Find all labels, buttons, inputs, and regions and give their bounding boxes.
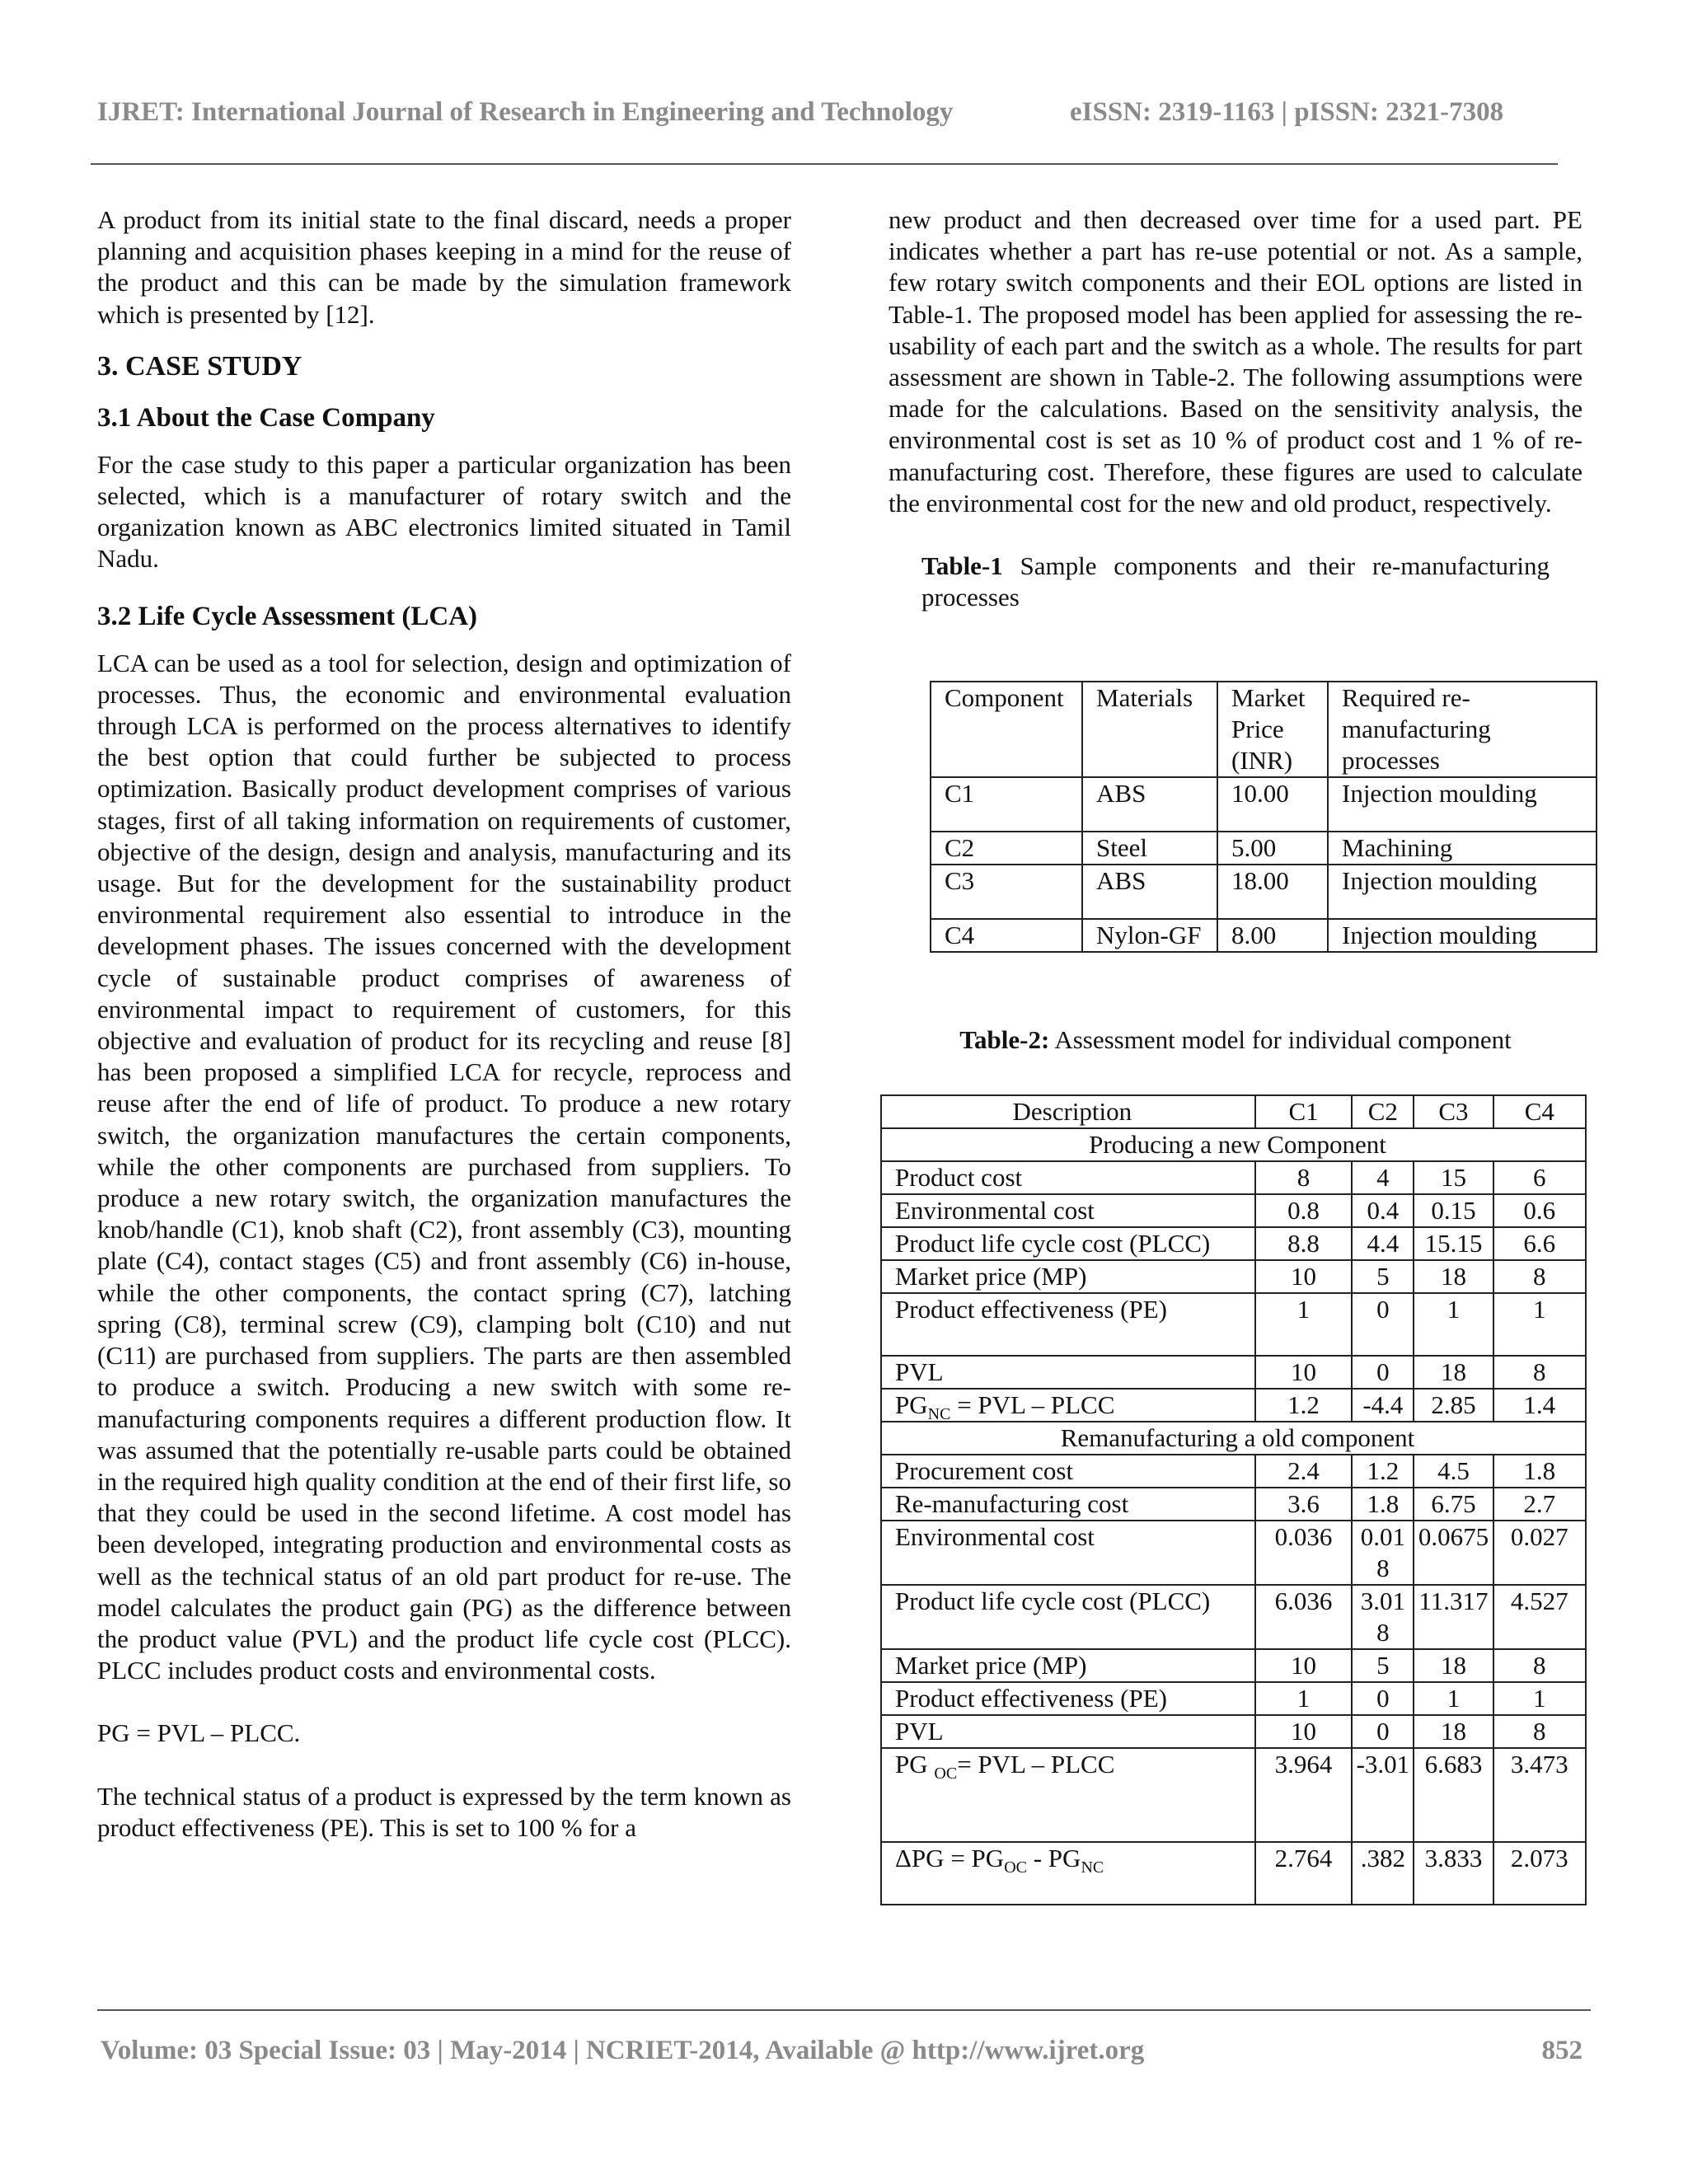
- cell: 1: [1255, 1293, 1353, 1356]
- table-row: [881, 1260, 1586, 1293]
- cell: Injection moulding: [1328, 865, 1597, 919]
- cell: 18: [1414, 1715, 1493, 1748]
- cell: 4.527: [1493, 1585, 1586, 1649]
- header-cell: Component: [931, 682, 1082, 777]
- cell: 4.5: [1414, 1455, 1493, 1488]
- cell: 11.317: [1414, 1585, 1493, 1649]
- section-heading-3-1: 3.1 About the Case Company: [97, 402, 435, 433]
- header-cell: C1: [1255, 1095, 1353, 1128]
- table1-label: Table-1: [921, 551, 1003, 581]
- table-row-delta-pg: [881, 1842, 1586, 1905]
- cell: 10: [1255, 1715, 1353, 1748]
- table-header-row: [881, 1095, 1586, 1128]
- label-subscript: NC: [1081, 1858, 1104, 1877]
- cell: 1.8: [1493, 1455, 1586, 1488]
- cell: 6.75: [1414, 1488, 1493, 1521]
- cell: 10: [1255, 1356, 1353, 1389]
- left-column: [97, 204, 791, 1844]
- cell: 3.473: [1493, 1748, 1586, 1842]
- label-subscript: OC: [934, 1765, 958, 1783]
- header-cell: Required re-manufacturing processes: [1328, 682, 1597, 777]
- intro-paragraph: A product from its initial state to the final discard, needs a proper planning and acquisition phases keeping in a mind for the reuse of the product and this can be made by the simulation framework which is presented by [12].: [97, 205, 791, 329]
- journal-title: IJRET: International Journal of Research in Engineering and Technology: [97, 97, 954, 127]
- cell: 2.85: [1414, 1389, 1493, 1422]
- cell: 0.0675: [1414, 1521, 1493, 1585]
- table-row: [881, 1455, 1586, 1488]
- table-row: [881, 1227, 1586, 1260]
- cell: C4: [931, 919, 1082, 952]
- row-label: Product life cycle cost (PLCC): [881, 1227, 1255, 1260]
- page-header: [97, 97, 1552, 128]
- label-part: - PG: [1026, 1844, 1081, 1872]
- cell: 1: [1414, 1682, 1493, 1715]
- header-cell: C3: [1414, 1095, 1493, 1128]
- row-label: [881, 1842, 1255, 1905]
- issn-info: eISSN: 2319-1163 | pISSN: 2321-7308: [1070, 97, 1504, 127]
- cell: 8: [1493, 1715, 1586, 1748]
- cell: 4: [1352, 1161, 1414, 1194]
- cell: ABS: [1082, 865, 1217, 919]
- cell: 8: [1493, 1649, 1586, 1682]
- row-label: [881, 1389, 1255, 1422]
- page-footer: [101, 2036, 1582, 2066]
- cell: 0: [1352, 1356, 1414, 1389]
- cell: 4.4: [1352, 1227, 1414, 1260]
- cell: Injection moulding: [1328, 777, 1597, 832]
- cell: 10: [1255, 1649, 1353, 1682]
- paragraph-3-1: For the case study to this paper a particular organization has been selected, which is a manufacturer of rotary switch and the organization known as ABC electronics limited situated in Tamil Nadu.: [97, 449, 791, 574]
- cell: 15.15: [1414, 1227, 1493, 1260]
- table-row: [881, 1521, 1586, 1585]
- volume-info: Volume: 03 Special Issue: 03 | May-2014 | NCRIET-2014, Available @ http://www.ijret.org: [101, 2036, 1145, 2065]
- cell: 1: [1493, 1682, 1586, 1715]
- label-part: PG: [895, 1390, 928, 1419]
- header-rule: [91, 163, 1558, 165]
- page-number: 852: [1541, 2036, 1582, 2065]
- section-row-new: [881, 1128, 1586, 1161]
- cell: Nylon-GF: [1082, 919, 1217, 952]
- cell: 2.764: [1255, 1842, 1353, 1905]
- cell: .382: [1352, 1842, 1414, 1905]
- row-label: Product effectiveness (PE): [881, 1293, 1255, 1356]
- cell: 0.018: [1352, 1521, 1414, 1585]
- row-label: Product life cycle cost (PLCC): [881, 1585, 1255, 1649]
- paragraph-continued: new product and then decreased over time for a used part. PE indicates whether a part has re-use potential or not. As a sample, few rotary switch components and their EOL options are listed in Table-1. The proposed model has been applied for assessing the re-usability of each part and the switch as a whole. The results for part assessment are shown in Table-2. The following assumptions were made for the calculations. Based on the sensitivity analysis, the environmental cost is set as 10 % of product cost and 1 % of re-manufacturing cost. Therefore, these figures are used to calculate the environmental cost for the new and old product, respectively.: [889, 205, 1582, 518]
- cell: 0.036: [1255, 1521, 1353, 1585]
- row-label: Procurement cost: [881, 1455, 1255, 1488]
- cell: 6.036: [1255, 1585, 1353, 1649]
- row-label: Product cost: [881, 1161, 1255, 1194]
- label-part: = PVL – PLCC: [957, 1750, 1115, 1779]
- cell: 8.00: [1217, 919, 1328, 952]
- table-row: [931, 832, 1597, 865]
- cell: 0: [1352, 1293, 1414, 1356]
- table-row: [881, 1585, 1586, 1649]
- cell: Machining: [1328, 832, 1597, 865]
- cell: 0: [1352, 1682, 1414, 1715]
- cell: ABS: [1082, 777, 1217, 832]
- cell: C2: [931, 832, 1082, 865]
- cell: -4.4: [1352, 1389, 1414, 1422]
- table-row: [881, 1356, 1586, 1389]
- table-row: [881, 1161, 1586, 1194]
- cell: 1: [1255, 1682, 1353, 1715]
- header-cell: C2: [1352, 1095, 1414, 1128]
- table-row: [931, 777, 1597, 832]
- row-label: PVL: [881, 1715, 1255, 1748]
- table2-caption: [889, 1024, 1582, 1056]
- cell: 10.00: [1217, 777, 1328, 832]
- cell: 0.6: [1493, 1194, 1586, 1227]
- cell: C3: [931, 865, 1082, 919]
- cell: 6.683: [1414, 1748, 1493, 1842]
- table-row: [881, 1194, 1586, 1227]
- table-1: [930, 681, 1597, 953]
- section-label: Remanufacturing a old component: [881, 1422, 1586, 1455]
- label-subscript: NC: [927, 1405, 951, 1424]
- cell: 1.2: [1352, 1455, 1414, 1488]
- cell: 0.4: [1352, 1194, 1414, 1227]
- cell: 3.6: [1255, 1488, 1353, 1521]
- cell: 18.00: [1217, 865, 1328, 919]
- cell: Injection moulding: [1328, 919, 1597, 952]
- cell: 1.4: [1493, 1389, 1586, 1422]
- row-label: Environmental cost: [881, 1521, 1255, 1585]
- cell: 8: [1493, 1260, 1586, 1293]
- section-heading-3: 3. CASE STUDY: [97, 350, 302, 382]
- row-label: Market price (MP): [881, 1260, 1255, 1293]
- label-part: = PVL – PLCC: [950, 1390, 1115, 1419]
- cell: 0.027: [1493, 1521, 1586, 1585]
- cell: 0: [1352, 1715, 1414, 1748]
- cell: 8.8: [1255, 1227, 1353, 1260]
- row-label: [881, 1748, 1255, 1842]
- table-row-pgoc: [881, 1748, 1586, 1842]
- table-row: [881, 1682, 1586, 1715]
- cell: 18: [1414, 1260, 1493, 1293]
- cell: 1: [1414, 1293, 1493, 1356]
- header-cell: Market Price (INR): [1217, 682, 1328, 777]
- table-2: [880, 1094, 1587, 1905]
- table2-caption-text: Assessment model for individual component: [1049, 1025, 1512, 1054]
- cell: 5: [1352, 1649, 1414, 1682]
- cell: 3.833: [1414, 1842, 1493, 1905]
- label-subscript: OC: [1004, 1858, 1027, 1877]
- table1-caption-text: Sample components and their re-manufacturing processes: [921, 551, 1550, 612]
- paragraph-pe: The technical status of a product is expressed by the term known as product effectiveness (PE). This is set to 100 % for a: [97, 1781, 791, 1842]
- cell: C1: [931, 777, 1082, 832]
- cell: -3.01: [1352, 1748, 1414, 1842]
- label-part: ΔPG = PG: [895, 1844, 1005, 1872]
- cell: 18: [1414, 1649, 1493, 1682]
- table-row: [881, 1649, 1586, 1682]
- table2-label: Table-2:: [959, 1025, 1050, 1054]
- cell: 1.2: [1255, 1389, 1353, 1422]
- cell: 6: [1493, 1161, 1586, 1194]
- header-cell: Materials: [1082, 682, 1217, 777]
- row-label: Environmental cost: [881, 1194, 1255, 1227]
- table-row: [881, 1293, 1586, 1356]
- cell: 10: [1255, 1260, 1353, 1293]
- row-label: Product effectiveness (PE): [881, 1682, 1255, 1715]
- cell: 5.00: [1217, 832, 1328, 865]
- footer-rule: [97, 2009, 1591, 2011]
- cell: 3.018: [1352, 1585, 1414, 1649]
- cell: 2.7: [1493, 1488, 1586, 1521]
- table-row: [881, 1715, 1586, 1748]
- table-row-pgnc: [881, 1389, 1586, 1422]
- table-row: [881, 1488, 1586, 1521]
- table-row: [931, 919, 1597, 952]
- cell: 0.15: [1414, 1194, 1493, 1227]
- section-label: Producing a new Component: [881, 1128, 1586, 1161]
- right-column: [889, 204, 1582, 613]
- cell: 8: [1493, 1356, 1586, 1389]
- cell: 18: [1414, 1356, 1493, 1389]
- section-row-old: [881, 1422, 1586, 1455]
- cell: Steel: [1082, 832, 1217, 865]
- section-heading-3-2: 3.2 Life Cycle Assessment (LCA): [97, 601, 478, 631]
- cell: 2.073: [1493, 1842, 1586, 1905]
- cell: 6.6: [1493, 1227, 1586, 1260]
- table1-caption: [889, 551, 1582, 613]
- label-part: PG: [895, 1750, 935, 1779]
- row-label: Market price (MP): [881, 1649, 1255, 1682]
- cell: 1.8: [1352, 1488, 1414, 1521]
- header-cell: Description: [881, 1095, 1255, 1128]
- cell: 2.4: [1255, 1455, 1353, 1488]
- cell: 8: [1255, 1161, 1353, 1194]
- cell: 15: [1414, 1161, 1493, 1194]
- row-label: Re-manufacturing cost: [881, 1488, 1255, 1521]
- equation: PG = PVL – PLCC.: [97, 1718, 301, 1748]
- cell: 1: [1493, 1293, 1586, 1356]
- table-header-row: [931, 682, 1597, 777]
- row-label: PVL: [881, 1356, 1255, 1389]
- cell: 3.964: [1255, 1748, 1353, 1842]
- table-row: [931, 865, 1597, 919]
- cell: 0.8: [1255, 1194, 1353, 1227]
- paragraph-3-2: LCA can be used as a tool for selection, design and optimization of processes. Thus, the economic and environmental evaluation through LCA is performed on the process alternatives to identify the best option that could further be subjected to process optimization. Basically product development comprises of various stages, first of all taking information on requirements of customer, objective of the design, design and analysis, manufacturing and its usage. But for the development for the sustainability product environmental requirement also essential to introduce in the development phases. The issues concerned with the development cycle of sustainable product comprises of awareness of environmental impact to requirement of customers, for this objective and evaluation of product for its recycling and reuse [8] has been proposed a simplified LCA for recycle, reprocess and reuse after the end of life of product. To produce a new rotary switch, the organization manufactures the certain components, while the other components are purchased from suppliers. To produce a new rotary switch, the organization manufactures the knob/handle (C1), knob shaft (C2), front assembly (C3), mounting plate (C4), contact stages (C5) and front assembly (C6) in-house, while the other components, the contact spring (C7), latching spring (C8), terminal screw (C9), clamping bolt (C10) and nut (C11) are purchased from suppliers. The parts are then assembled to produce a switch. Producing a new switch with some re-manufacturing components requires a different production flow. It was assumed that the potentially re-usable parts could be obtained in the required high quality condition at the end of their first life, so that they could be used in the second lifetime. A cost model has been developed, integrating production and environmental costs as well as the technical status of an old part product for re-use. The model calculates the product gain (PG) as the difference between the product value (PVL) and the product life cycle cost (PLCC). PLCC includes product costs and environmental costs.: [97, 648, 791, 1685]
- header-cell: C4: [1493, 1095, 1586, 1128]
- cell: 5: [1352, 1260, 1414, 1293]
